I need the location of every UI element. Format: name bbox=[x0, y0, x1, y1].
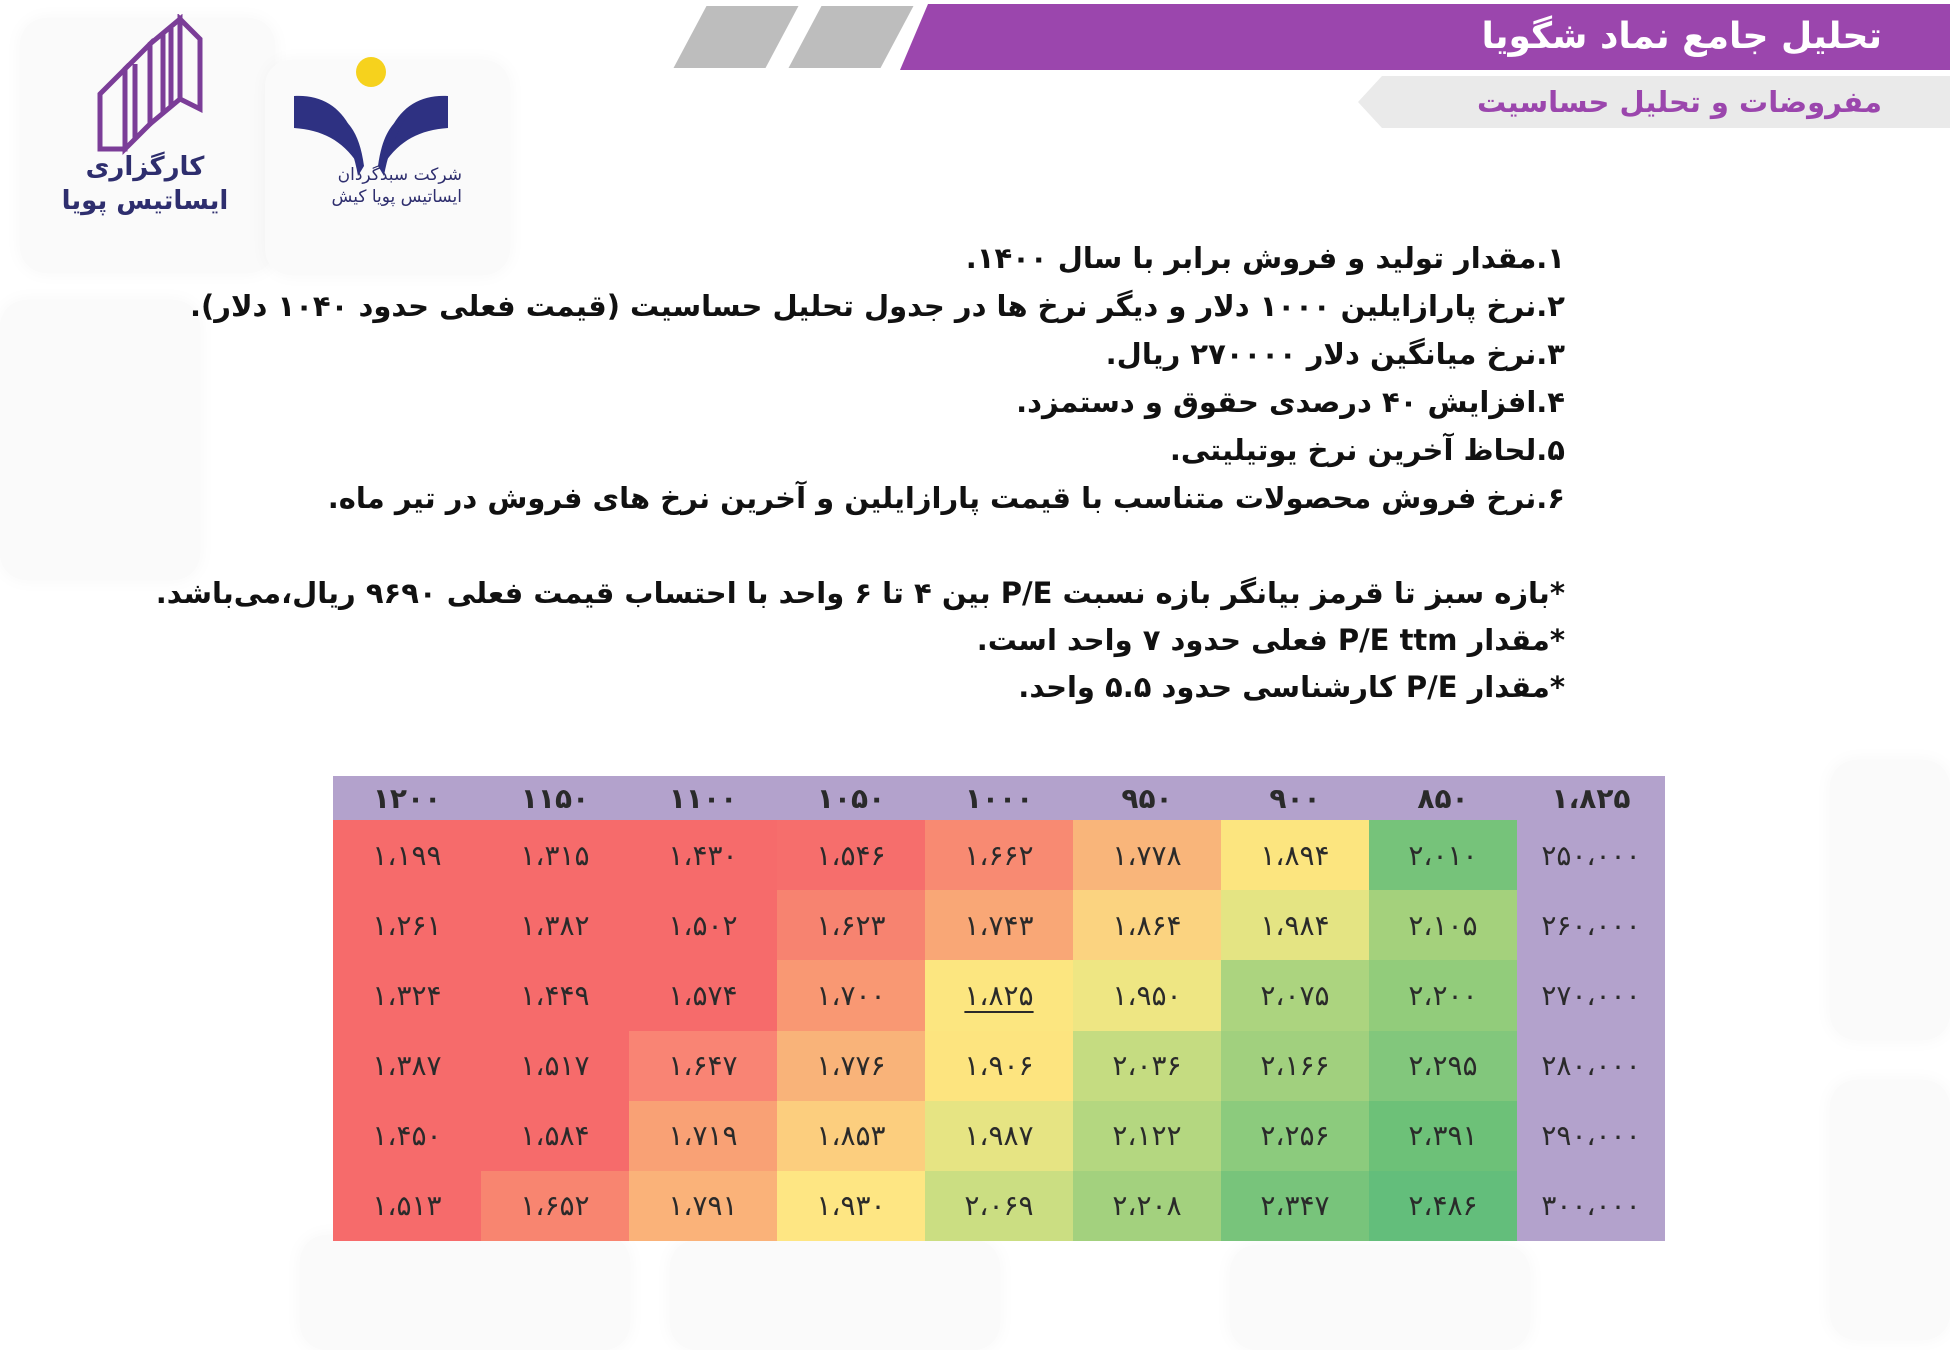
table-cell: ۱،۶۵۲ bbox=[481, 1171, 629, 1241]
sensitivity-table bbox=[333, 776, 1665, 1241]
table-cell: ۲،۱۲۲ bbox=[1073, 1101, 1221, 1171]
header-stripe bbox=[789, 6, 914, 68]
table-cell: ۲،۳۹۱ bbox=[1369, 1101, 1517, 1171]
table-row bbox=[333, 820, 1665, 890]
table-cell: ۱،۱۹۹ bbox=[333, 820, 481, 890]
table-cell: ۱،۷۰۰ bbox=[777, 960, 925, 1030]
table-cell: ۱،۴۴۹ bbox=[481, 960, 629, 1030]
table-cell: ۱،۳۱۵ bbox=[481, 820, 629, 890]
assumption-item: ۶.نرخ فروش محصولات متناسب با قیمت پارازایلین و آخرین نرخ های فروش در تیر ماه. bbox=[327, 481, 1565, 515]
column-header: ۹۵۰ bbox=[1073, 776, 1221, 820]
row-header: ۲۷۰،۰۰۰ bbox=[1517, 960, 1665, 1030]
row-header: ۲۸۰،۰۰۰ bbox=[1517, 1031, 1665, 1101]
asset-manager-line2: ایساتیس پویا کیش bbox=[331, 187, 462, 207]
assumptions-list bbox=[189, 234, 1565, 522]
table-cell: ۱،۸۶۴ bbox=[1073, 890, 1221, 960]
table-header-row bbox=[333, 776, 1665, 820]
table-cell-current: ۱،۸۲۵ bbox=[925, 960, 1073, 1030]
column-header: ۸۵۰ bbox=[1369, 776, 1517, 820]
table-cell: ۱،۹۸۷ bbox=[925, 1101, 1073, 1171]
asset-manager-name bbox=[292, 164, 462, 208]
note-item: *مقدار P/E ttm فعلی حدود ۷ واحد است. bbox=[976, 623, 1565, 657]
table-row bbox=[333, 890, 1665, 960]
table-cell: ۲،۱۰۵ bbox=[1369, 890, 1517, 960]
table-cell: ۱،۶۶۲ bbox=[925, 820, 1073, 890]
note-item: *مقدار P/E کارشناسی حدود ۵.۵ واحد. bbox=[1018, 670, 1565, 704]
page-title: تحلیل جامع نماد شگویا bbox=[1481, 16, 1882, 57]
table-cell: ۲،۱۶۶ bbox=[1221, 1031, 1369, 1101]
table-row bbox=[333, 1171, 1665, 1241]
background-tile bbox=[0, 300, 200, 580]
table-cell: ۱،۳۸۲ bbox=[481, 890, 629, 960]
table-cell: ۱،۵۱۳ bbox=[333, 1171, 481, 1241]
table-cell: ۲،۲۰۰ bbox=[1369, 960, 1517, 1030]
assumption-item: ۵.لحاظ آخرین نرخ یوتیلیتی. bbox=[1169, 433, 1565, 467]
table-cell: ۱،۵۸۴ bbox=[481, 1101, 629, 1171]
column-header: ۱۲۰۰ bbox=[333, 776, 481, 820]
table-cell: ۲،۰۶۹ bbox=[925, 1171, 1073, 1241]
table-cell: ۱،۲۶۱ bbox=[333, 890, 481, 960]
row-header: ۳۰۰،۰۰۰ bbox=[1517, 1171, 1665, 1241]
table-cell: ۱،۹۳۰ bbox=[777, 1171, 925, 1241]
assumption-item: ۲.نرخ پارازایلین ۱۰۰۰ دلار و دیگر نرخ ها در جدول تحلیل حساسیت (قیمت فعلی حدود ۱۰۴۰ دلار). bbox=[189, 289, 1565, 323]
background-tile bbox=[1230, 1245, 1530, 1350]
table-cell: ۱،۵۰۲ bbox=[629, 890, 777, 960]
page-subtitle: مفروضات و تحلیل حساسیت bbox=[1477, 85, 1882, 119]
broker-line1: کارگزاری bbox=[85, 152, 205, 182]
background-tile bbox=[1830, 1080, 1950, 1340]
table-cell: ۱،۸۵۳ bbox=[777, 1101, 925, 1171]
table-row bbox=[333, 1031, 1665, 1101]
table-corner-value: ۱،۸۲۵ bbox=[1517, 776, 1665, 820]
row-header: ۲۵۰،۰۰۰ bbox=[1517, 820, 1665, 890]
column-header: ۱۱۰۰ bbox=[629, 776, 777, 820]
asset-manager-line1: شرکت سبدگردان bbox=[337, 165, 462, 185]
table-cell: ۱،۹۸۴ bbox=[1221, 890, 1369, 960]
background-tile bbox=[300, 1235, 630, 1350]
column-header: ۱۰۰۰ bbox=[925, 776, 1073, 820]
row-header: ۲۹۰،۰۰۰ bbox=[1517, 1101, 1665, 1171]
table-cell: ۱،۷۱۹ bbox=[629, 1101, 777, 1171]
table-cell: ۱،۷۴۳ bbox=[925, 890, 1073, 960]
broker-line2: ایساتیس پویا bbox=[61, 186, 229, 216]
table-cell: ۲،۰۳۶ bbox=[1073, 1031, 1221, 1101]
table-cell: ۱،۵۱۷ bbox=[481, 1031, 629, 1101]
table-cell: ۱،۶۲۳ bbox=[777, 890, 925, 960]
table-cell: ۲،۴۸۶ bbox=[1369, 1171, 1517, 1241]
table-cell: ۲،۰۱۰ bbox=[1369, 820, 1517, 890]
column-header: ۱۰۵۰ bbox=[777, 776, 925, 820]
table-cell: ۱،۷۹۱ bbox=[629, 1171, 777, 1241]
table-cell: ۱،۸۹۴ bbox=[1221, 820, 1369, 890]
building-logo-icon bbox=[95, 14, 205, 156]
table-row bbox=[333, 960, 1665, 1030]
broker-name bbox=[40, 150, 250, 218]
table-cell: ۱،۹۰۶ bbox=[925, 1031, 1073, 1101]
table-cell: ۱،۵۷۴ bbox=[629, 960, 777, 1030]
column-header: ۱۱۵۰ bbox=[481, 776, 629, 820]
notes-list bbox=[155, 570, 1565, 711]
table-cell: ۱،۷۷۸ bbox=[1073, 820, 1221, 890]
table-cell: ۲،۲۵۶ bbox=[1221, 1101, 1369, 1171]
background-tile bbox=[670, 1240, 1000, 1350]
table-cell: ۱،۳۸۷ bbox=[333, 1031, 481, 1101]
table-cell: ۱،۵۴۶ bbox=[777, 820, 925, 890]
assumption-item: ۴.افزایش ۴۰ درصدی حقوق و دستمزد. bbox=[1016, 385, 1565, 419]
table-cell: ۲،۲۹۵ bbox=[1369, 1031, 1517, 1101]
table-cell: ۱،۳۲۴ bbox=[333, 960, 481, 1030]
table-cell: ۱،۷۷۶ bbox=[777, 1031, 925, 1101]
assumption-item: ۳.نرخ میانگین دلار ۲۷۰۰۰۰ ریال. bbox=[1105, 337, 1565, 371]
column-header: ۹۰۰ bbox=[1221, 776, 1369, 820]
background-tile bbox=[1830, 760, 1950, 1040]
table-cell: ۲،۰۷۵ bbox=[1221, 960, 1369, 1030]
table-cell: ۱،۶۴۷ bbox=[629, 1031, 777, 1101]
table-cell: ۱،۴۳۰ bbox=[629, 820, 777, 890]
note-item: *بازه سبز تا قرمز بیانگر بازه نسبت P/E بین ۴ تا ۶ واحد با احتساب قیمت فعلی ۹۶۹۰ ریال،می‌باشد. bbox=[155, 576, 1565, 610]
table-cell: ۲،۳۴۷ bbox=[1221, 1171, 1369, 1241]
row-header: ۲۶۰،۰۰۰ bbox=[1517, 890, 1665, 960]
table-cell: ۱،۴۵۰ bbox=[333, 1101, 481, 1171]
table-cell: ۲،۲۰۸ bbox=[1073, 1171, 1221, 1241]
assumption-item: ۱.مقدار تولید و فروش برابر با سال ۱۴۰۰. bbox=[965, 241, 1565, 275]
table-row bbox=[333, 1101, 1665, 1171]
table-cell: ۱،۹۵۰ bbox=[1073, 960, 1221, 1030]
header-stripe bbox=[674, 6, 799, 68]
